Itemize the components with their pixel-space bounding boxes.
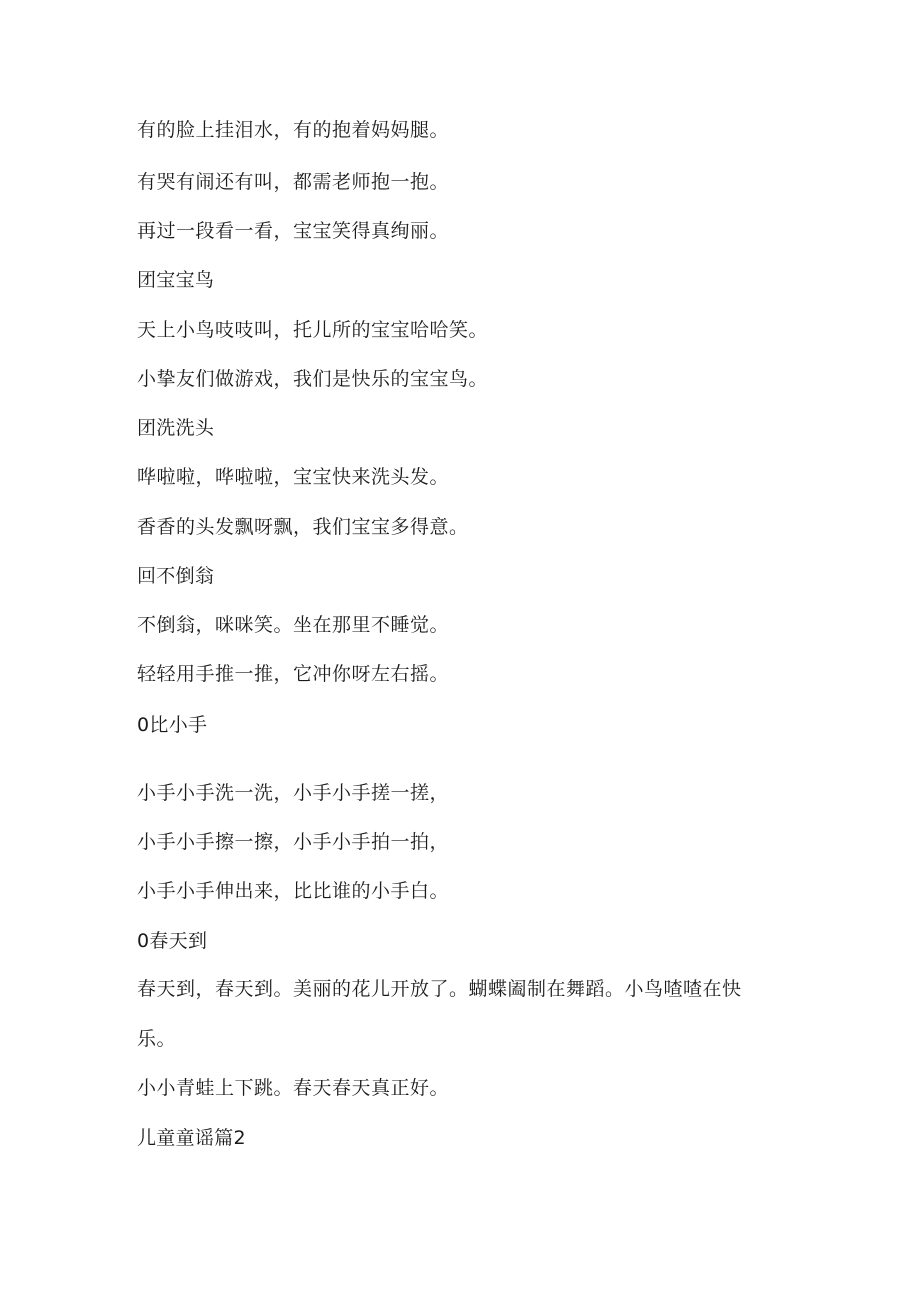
text-line: 有哭有闹还有叫，都需老师抱一抱。	[137, 171, 450, 193]
section-heading: 儿童童谣篇2	[137, 1127, 246, 1149]
section-heading: 回不倒翁	[137, 565, 215, 587]
section-heading: 团洗洗头	[137, 417, 215, 439]
text-line: 天上小鸟吱吱叫，托儿所的宝宝哈哈笑。	[137, 319, 489, 341]
text-line: 乐。	[137, 1028, 177, 1050]
text-line: 有的脸上挂泪水，有的抱着妈妈腿。	[137, 119, 450, 141]
text-line: 香香的头发飘呀飘，我们宝宝多得意。	[137, 516, 469, 538]
text-line: 不倒翁，咪咪笑。坐在那里不睡觉。	[137, 614, 450, 636]
text-line: 小手小手洗一洗，小手小手搓一搓，	[137, 782, 450, 804]
text-line: 小手小手伸出来，比比谁的小手白。	[137, 880, 450, 902]
text-line: 再过一段看一看，宝宝笑得真绚丽。	[137, 220, 450, 242]
section-heading: 0春天到	[137, 930, 208, 952]
text-line: 小小青蛙上下跳。春天春天真正好。	[137, 1077, 450, 1099]
text-line: 小手小手擦一擦，小手小手拍一拍，	[137, 831, 450, 853]
text-line: 哗啦啦，哗啦啦，宝宝快来洗头发。	[137, 466, 450, 488]
text-line: 轻轻用手推一推，它冲你呀左右摇。	[137, 663, 450, 685]
text-line: 小挚友们做游戏，我们是快乐的宝宝鸟。	[137, 368, 489, 390]
section-heading: 0比小手	[137, 714, 208, 736]
text-line: 春天到，春天到。美丽的花儿开放了。蝴蝶阖制在舞蹈。小鸟喳喳在快	[137, 978, 742, 1000]
section-heading: 团宝宝鸟	[137, 269, 215, 291]
